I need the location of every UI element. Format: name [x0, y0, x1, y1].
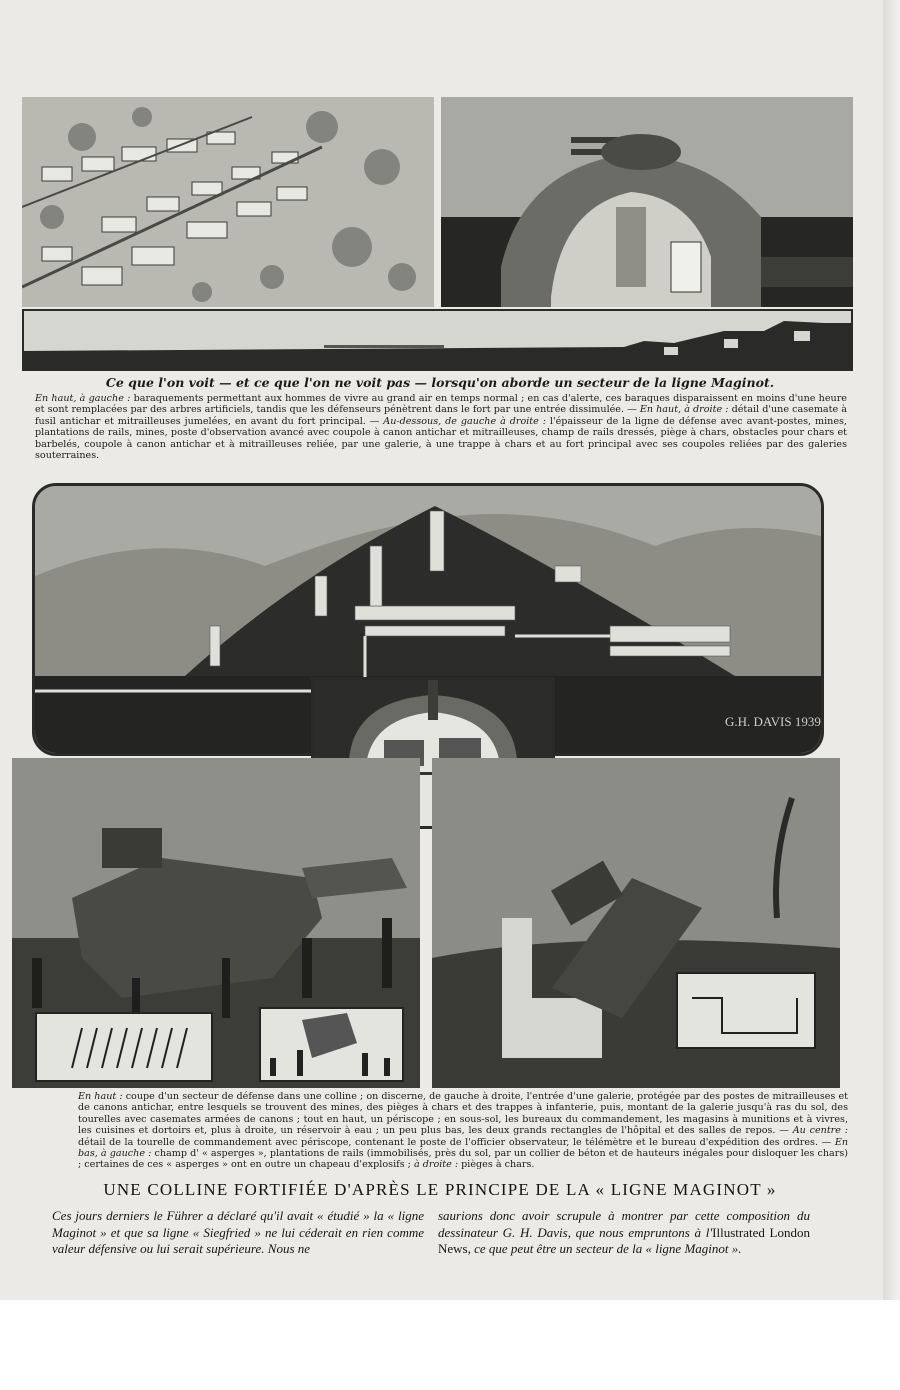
text-run: baraquements permettant aux hommes de vivre au grand air en temps normal ; en cas d'alerte, ces baraques disparaissent en moins d'une heure et sont remplacées par des arbres artificiels, tandis que les défenseurs pénètrent dans le fort par une entrée dissimulée. — [35, 393, 847, 416]
text-run: Illustrated London News [438, 1224, 811, 1256]
headline: UNE COLLINE FORTIFIÉE D'APRÈS LE PRINCIPE DE LA « LIGNE MAGINOT » [103, 1180, 777, 1199]
text-run: à droite : [413, 1159, 459, 1171]
text-run: En haut, à gauche : [35, 393, 131, 404]
text-run: l'épaisseur de la ligne de défense avec avant-postes, mines, plantations de rails, mines, poste d'observation avancé avec coupole à canon antichar et mitrailleuses, champ de rails dressés, piège à chars, obstacles pour chars et barbelés, coupole à canon antichar et à mitrailleuses reliée, par une galerie, à une trappe à chars et au fort principal avec ses coupoles reliées par des galeries souterraines. [35, 415, 847, 462]
illustration-strip [22, 309, 853, 371]
illustration-asperges [12, 758, 420, 1088]
intro-column-right [438, 1208, 810, 1258]
text-run: coupe d'un secteur de défense dans une colline ; on discerne, de gauche à droite, l'entrée d'une galerie, protégée par des postes de mitrailleuses et de canons antichar, entre lesquels se trouvent des mines, des pièges à chars et des trappes à infanterie, puis, montant de la galerie jusqu'à ras du sol, des tourelles avec casemates armées de canons ; tout en haut, un périscope ; en sous-sol, les bureaux du commandement, les magasins à munitions et à vivres, les cuisines et dortoirs et, plus à droite, un réservoir à eau ; un peu plus bas, les deux grands rectangles de l'hôpital et des salles de repos. — [78, 1091, 848, 1137]
text-run: saurions donc avoir scrupule à montrer par cette composition du dessinateur G. H. Davis, que nous empruntons à l' [438, 1208, 810, 1240]
text-run: pièges à chars. [458, 1159, 535, 1171]
text-run: En bas, à gauche : [78, 1136, 848, 1160]
text-run: détail de la tourelle de commandement avec périscope, contenant le poste de l'officier observateur, le télémètre et le bureau d'expédition des ordres. — [78, 1136, 835, 1148]
text-run: Au-dessous, de gauche à droite : [383, 415, 546, 427]
text-run: En haut : [78, 1091, 123, 1102]
illustration-barracks [22, 97, 434, 307]
text-run: , ce que peut être un secteur de la « ligne Maginot ». [467, 1241, 742, 1256]
text-run: détail d'une casemate à fusil antichar et mitrailleuses jumelées, en avant du fort principal. — [35, 404, 848, 427]
caption-top-title: Ce que l'on voit — et ce que l'on ne voit pas — lorsqu'on aborde un secteur de la ligne Maginot. [105, 375, 775, 390]
text-run: champ d' « asperges », plantations de rails (immobilisés, près du sol, par un collier de béton et de hauteurs inégales pour disloquer les chars) ; certaines de ces « asperges » ont en outre un chapeau d'explosifs ; [78, 1148, 848, 1171]
text-run: Au centre : [792, 1125, 848, 1137]
illustration-casemate [441, 97, 853, 307]
intro-column-left: Ces jours derniers le Führer a déclaré qu'il avait « étudié » la « ligne Maginot » et que sa ligne « Siegfried » ne lui céderait en rien comme valeur défensive ou lui serait supérieure. Nous ne [52, 1208, 424, 1256]
caption-bottom-body [78, 1091, 848, 1171]
text-run: En haut, à droite : [639, 404, 729, 416]
artist-signature: G.H. DAVIS 1939 [725, 714, 821, 729]
illustration-tank-trap [432, 758, 840, 1088]
caption-top-body [35, 393, 847, 461]
